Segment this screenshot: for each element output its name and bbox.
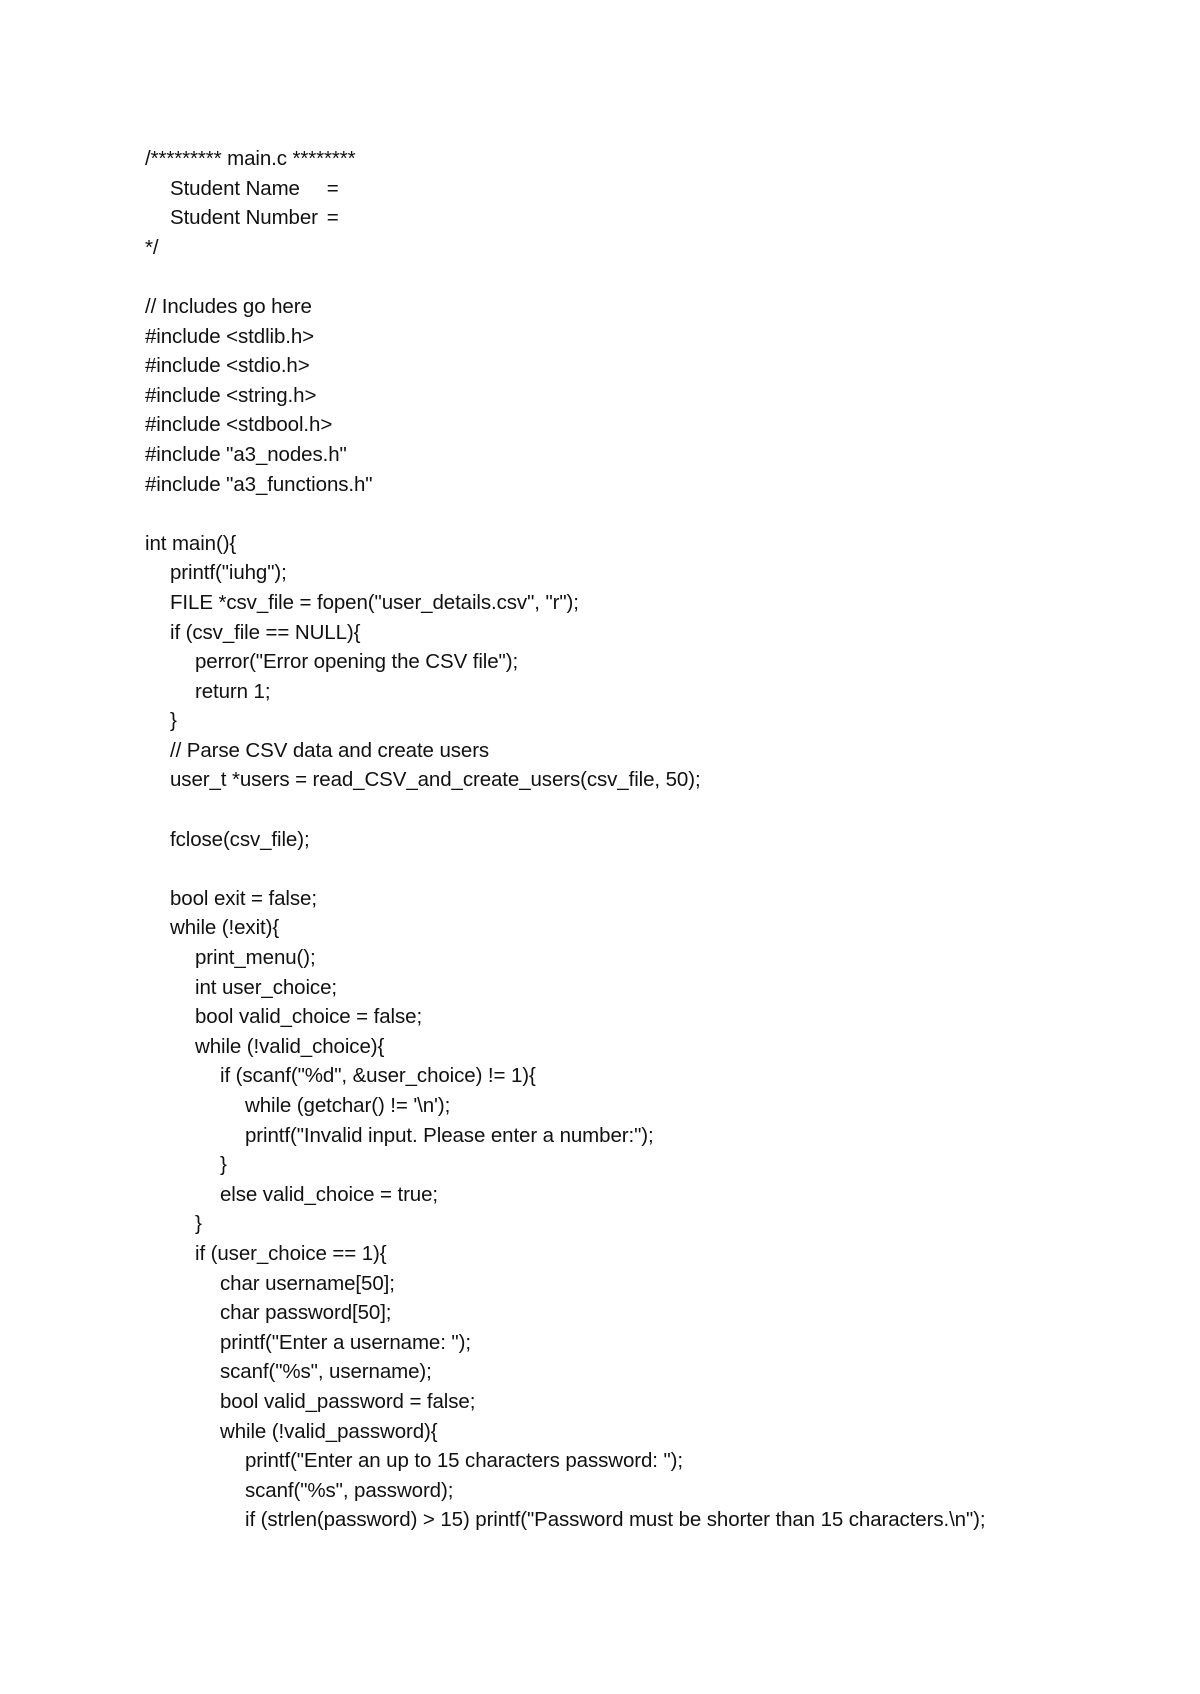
code-line: Student Number = xyxy=(170,206,339,230)
code-line: perror("Error opening the CSV file"); xyxy=(195,650,519,674)
code-line: #include <string.h> xyxy=(145,383,317,407)
code-line: #include "a3_functions.h" xyxy=(145,472,373,496)
code-line: while (getchar() != '\n'); xyxy=(245,1094,451,1117)
code-line: #include <stdlib.h> xyxy=(145,324,315,348)
code-line: if (strlen(password) > 15) printf("Password must be shorter than 15 characters.\n"); xyxy=(245,1508,986,1532)
code-line: char password[50]; xyxy=(220,1301,392,1325)
code-line: int main(){ xyxy=(145,531,237,555)
code-line: printf("Enter an up to 15 characters password: "); xyxy=(245,1449,683,1473)
code-line xyxy=(145,499,1145,529)
code-line: while (!valid_password){ xyxy=(220,1419,438,1443)
code-line xyxy=(145,854,1145,884)
code-line: #include "a3_nodes.h" xyxy=(145,442,347,466)
code-line: if (scanf("%d", &user_choice) != 1){ xyxy=(220,1064,536,1088)
code-line: */ xyxy=(145,235,159,259)
code-line: user_t *users = read_CSV_and_create_users(csv_file, 50); xyxy=(170,768,701,792)
code-line: } xyxy=(195,1212,202,1236)
code-line: scanf("%s", password); xyxy=(245,1478,454,1502)
code-line: printf("Enter a username: "); xyxy=(220,1330,471,1354)
code-line: while (!exit){ xyxy=(170,916,280,940)
code-line: printf("Invalid input. Please enter a number:"); xyxy=(245,1123,654,1147)
code-line: int user_choice; xyxy=(195,975,337,999)
code-line: if (csv_file == NULL){ xyxy=(170,620,361,644)
code-line: #include <stdbool.h> xyxy=(145,413,333,437)
code-line: // Includes go here xyxy=(145,294,312,318)
code-line: print_menu(); xyxy=(195,946,316,970)
code-line xyxy=(145,795,1145,825)
code-line: } xyxy=(220,1153,227,1177)
code-line: bool valid_password = false; xyxy=(220,1389,476,1413)
code-line: while (!valid_choice){ xyxy=(195,1034,385,1058)
code-line xyxy=(145,262,1145,292)
code-line: bool exit = false; xyxy=(170,886,317,910)
code-line: printf("iuhg"); xyxy=(170,561,287,585)
code-line: /********* main.c ******** xyxy=(145,147,356,170)
code-line: #include <stdio.h> xyxy=(145,354,310,378)
code-line: bool valid_choice = false; xyxy=(195,1005,423,1029)
code-line: if (user_choice == 1){ xyxy=(195,1241,387,1265)
code-line: fclose(csv_file); xyxy=(170,827,310,851)
code-line: // Parse CSV data and create users xyxy=(170,738,490,762)
code-listing xyxy=(145,144,1145,1535)
code-line: Student Name = xyxy=(170,176,339,200)
code-line: scanf("%s", username); xyxy=(220,1360,432,1384)
code-line: else valid_choice = true; xyxy=(220,1182,439,1206)
code-line: return 1; xyxy=(195,679,271,703)
code-line: } xyxy=(170,709,177,733)
code-line: char username[50]; xyxy=(220,1271,395,1295)
code-line: FILE *csv_file = fopen("user_details.csv", "r"); xyxy=(170,590,579,614)
